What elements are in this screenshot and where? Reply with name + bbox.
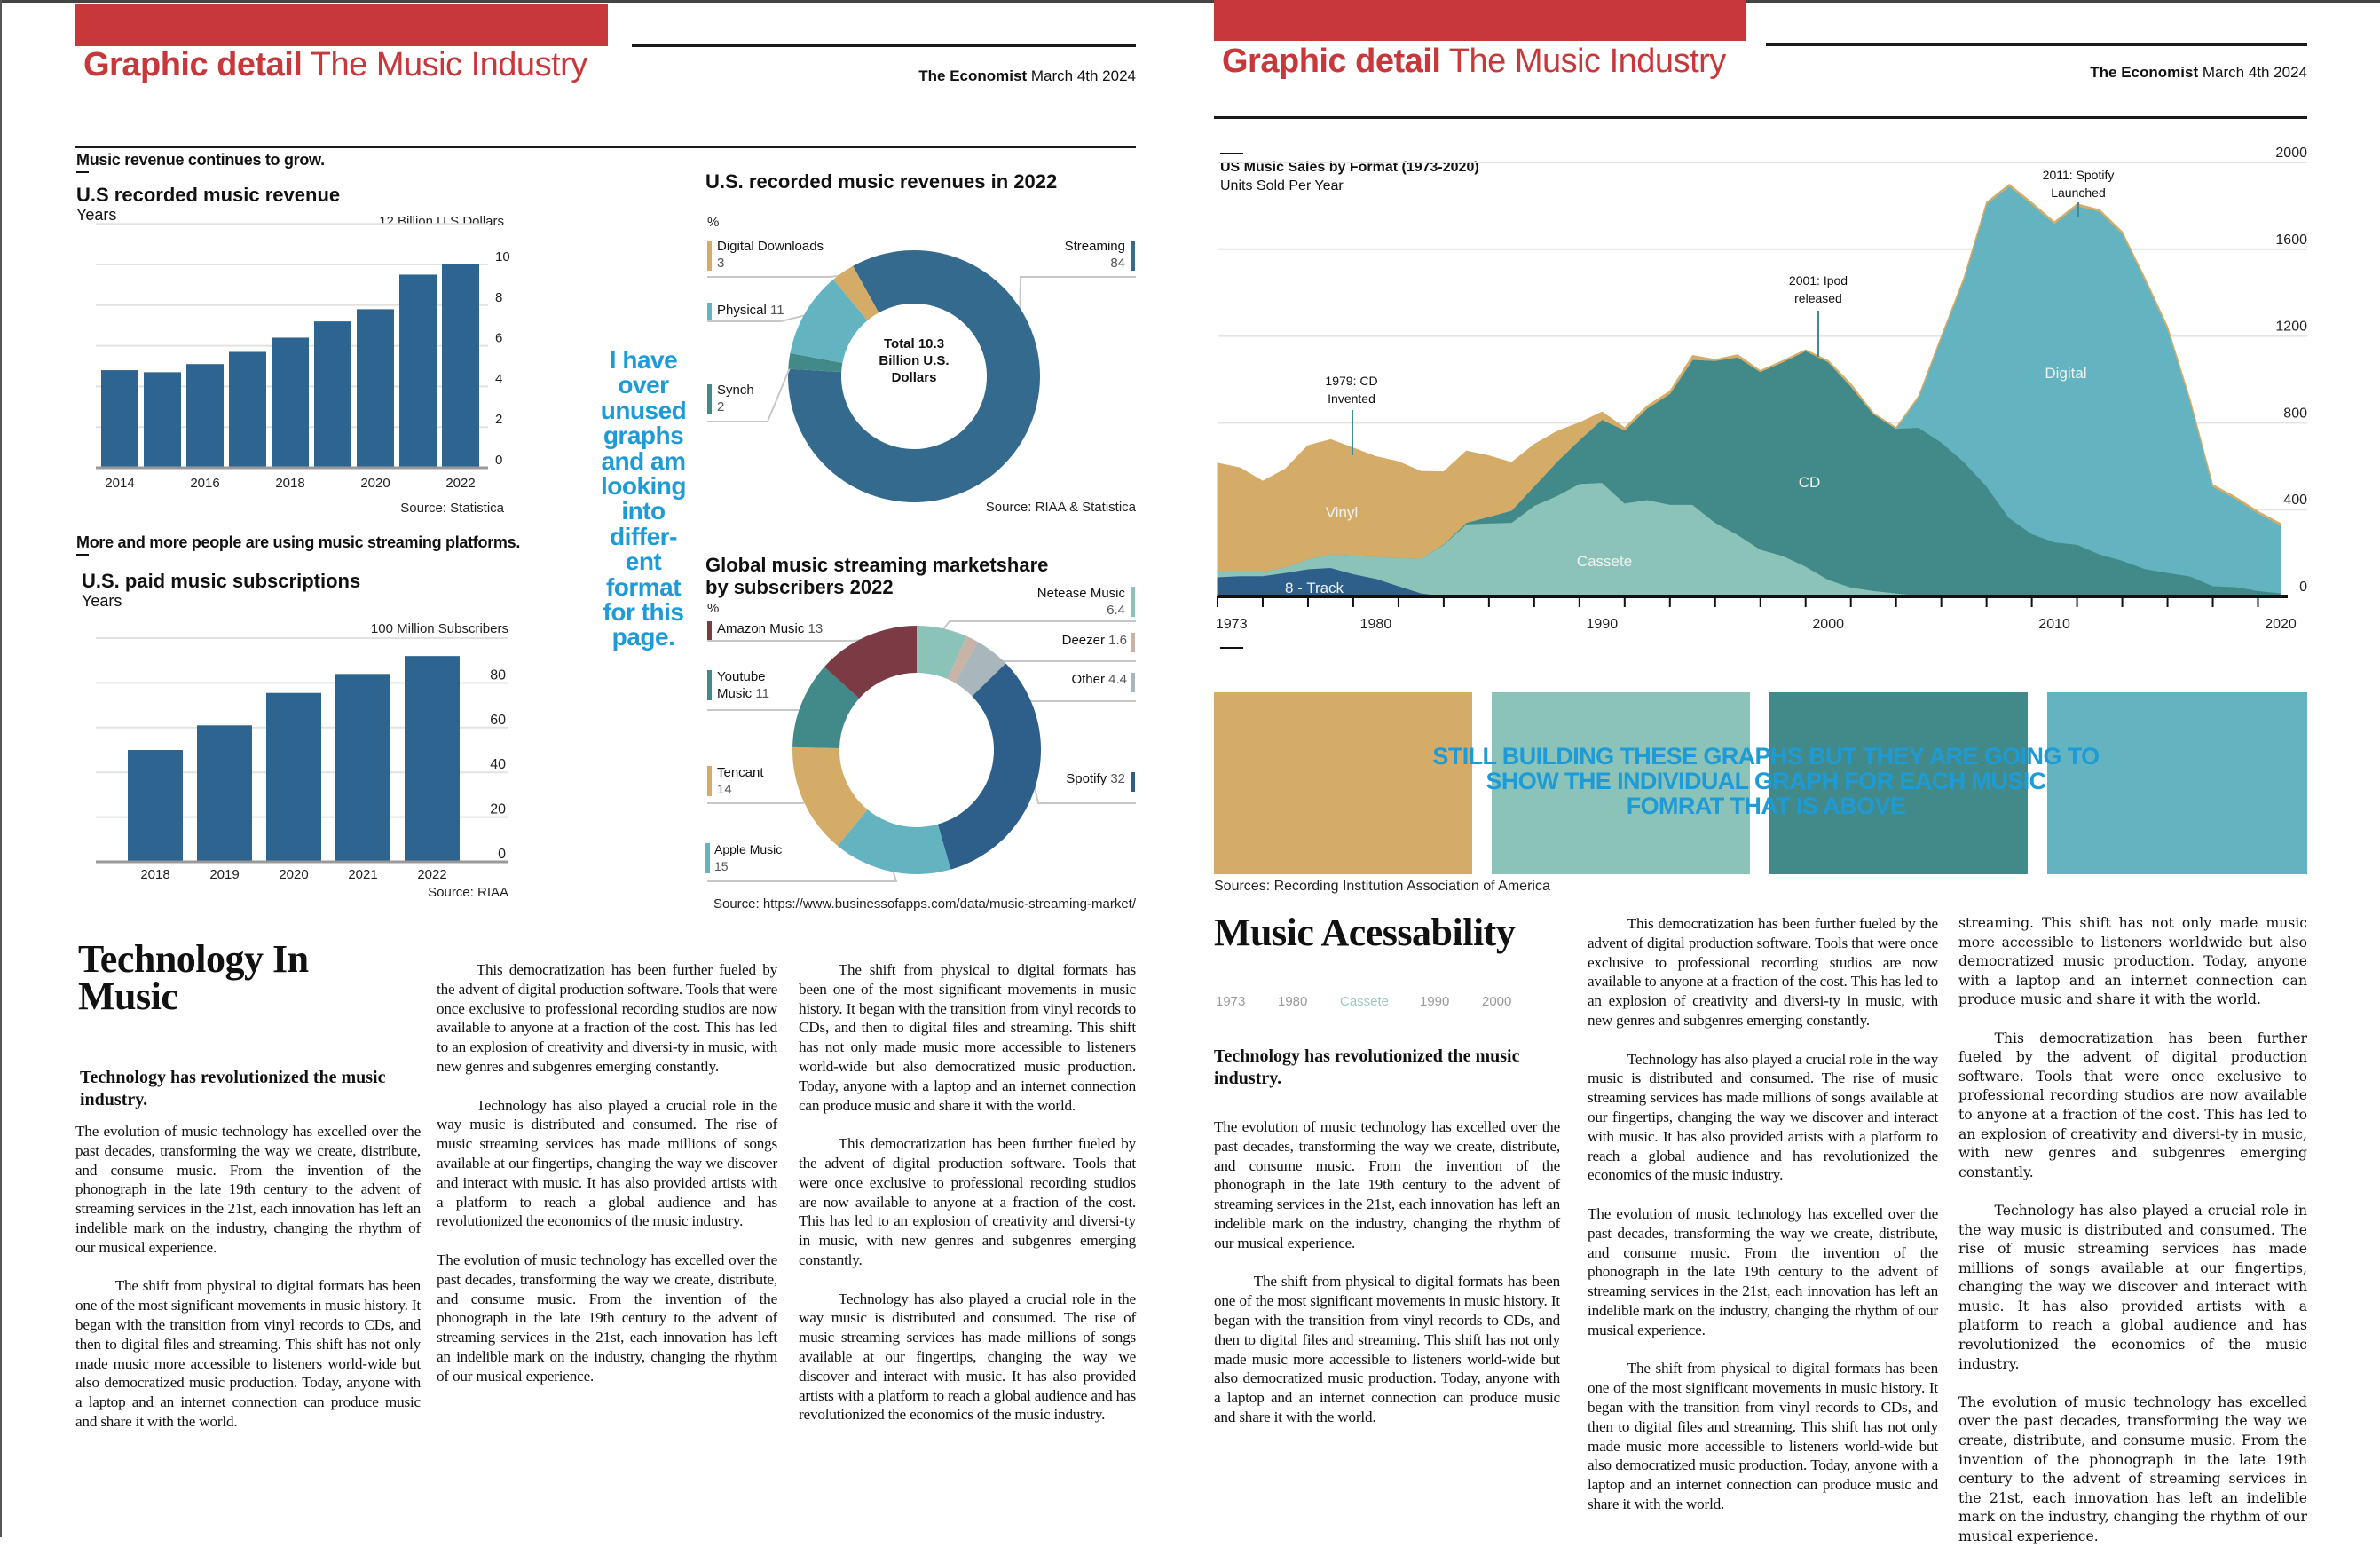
x-tick-label: 1980 [1359,617,1392,632]
label-netease-music: Netease Music 6.4 [1036,586,1125,618]
paragraph: The shift from physical to digital formats has been one of the most significant movements in music history. It began with the transition from vinyl records to CDs, and then to digital files and streaming. This shift has not only made music more accessible to listeners world-wide but also democratized music production. Today, anyone with a laptop and an internet connection can produce music and share it with the world. [75,1277,421,1430]
y-tick-label: 10 [495,249,510,264]
note-line: differ- [610,522,677,550]
y-tick-label: 8 [495,289,503,305]
paragraph: The shift from physical to digital formats has been one of the most significant movements in music history. It began with the transition from vinyl records to CDs, and then to digital files and streaming. This shift has not only made music more accessible to listeners world-wide but also democratized music production. Today, anyone with a laptop and an internet connection can produce music and share it with the world. [799,961,1136,1114]
paragraph: This democratization has been further fueled by the advent of digital production software. Tools that were once exclusive to professional recording studios are now available to anyone at a fraction of the cost. This has led to an explosion of creativity and diversi-ty in music, with new genres and subgenres emerging constantly. [1588,915,1938,1029]
y-tick-label: 400 [2283,493,2307,509]
note-line: format [605,572,682,601]
x-tick-label: 2022 [445,476,476,491]
title-text: The Music Industry [1448,43,1726,80]
paragraph: The evolution of music technology has excelled over the past decades, transforming the way we create, distribute, and consume music. From the invention of the phonograph in the late 19th century to the advent of streaming services in the 21st, each innovation has left an indelible mark on the industry, changing the rhythm of our musical experience. [1214,1118,1560,1251]
x-tick-label: 1973 [1216,617,1248,632]
ghost-label: 2000 [1482,994,1512,1009]
title-line: by subscribers 2022 [705,576,894,598]
y-tick-label: 60 [490,712,506,728]
y-tick-label: 800 [2283,406,2307,422]
x-tick-label: 2000 [1812,617,1845,632]
paragraph: streaming. This shift has not only made music more accessible to listeners worldwide but also democratized music production. Today, anyone with a laptop and an internet connection can produce music and share it with the world. [1958,915,2307,1008]
leader-line [707,640,868,641]
paragraph: This democratization has been further fueled by the advent of digital production software. Tools that were once exclusive to professional recording studios are now available to anyone at a fraction of the cost. This has led to an explosion of creativity and diversi-ty in music, with new genres and subgenres emerging constantly. [437,961,777,1075]
area-chart-subtitle: Units Sold Per Year [1220,178,1344,193]
leader-line [707,868,896,881]
label-physical: Physical 11 [717,303,784,318]
section-name: Graphic detail [1222,43,1441,80]
x-tick-label: 2014 [105,476,135,491]
revenue-chart-unit: 12 Billion U.S Dollars [379,214,504,229]
y-tick-label: 4 [495,371,503,387]
label-other: Other 4.4 [1071,672,1127,687]
series-label-vinyl: Vinyl [1325,504,1359,521]
y-tick-label: 6 [495,330,503,346]
paragraph: Technology has also played a crucial role in the way music is distributed and consumed. The rise of music streaming services has made millions of songs available at our fingertips, changing the way we discover and interact with music. It has also provided artists with a platform to reach a global audience and has revolutionized the economics of the music industry. [1588,1050,1938,1184]
bar-2016 [186,364,224,468]
revenue-donut-title: U.S. recorded music revenues in 2022 [705,170,1058,193]
note-line: and am [601,446,686,475]
publication-name: The Economist [918,67,1028,84]
series-label-cd: CD [1798,474,1821,491]
leader-line [1033,781,1136,803]
paragraph: The shift from physical to digital formats has been one of the most significant movements in music history. It began with the transition from vinyl records to CDs, and then to digital files and streaming. This shift has not only made music more accessible to listeners world-wide but also democratized music production. Today, anyone with a laptop and an internet connection can produce music and share it with the world. [1588,1360,1938,1512]
center-line: Billion U.S. [879,353,950,368]
subs-chart-unit: 100 Million Subscribers [370,621,508,636]
x-tick-label: 2010 [2038,617,2070,632]
paragraph: The evolution of music technology has excelled over the past decades, transforming the way we create, distribute, and consume music. From the invention of the phonograph in the late 19th century to the advent of streaming services in the 21st, each innovation has left an indelible mark on the industry, changing the rhythm of our musical experience. [437,1251,777,1385]
paragraph: Technology has also played a crucial role in the way music is distributed and consumed. The rise of music streaming services has made millions of songs available at our fingertips, changing the way we discover and interact with music. It has also provided artists with a platform to reach a global audience and has revolutionized the economics of the music industry. [437,1096,777,1230]
title-line: Global music streaming marketshare [705,554,1049,576]
x-tick-label: 2016 [190,476,220,491]
annotation-cd-invented: 1979: CD Invented [1325,374,1378,406]
label-amazon-music: Amazon Music 13 [717,621,824,636]
y-tick-label: 0 [2299,580,2307,595]
paragraph: This democratization has been further fueled by the advent of digital production software. Tools that were once exclusive to professional recording studios are now available to anyone at a fraction of the cost. This has led to an explosion of creativity and diversi-ty in music, with new genres and subgenres emerging constantly. [1958,1030,2307,1180]
revenue-donut-unit: % [707,215,720,230]
paragraph: This democratization has been further fueled by the advent of digital production software. Tools that were once exclusive to professional recording studios are now available to anyone at a fraction of the cost. This has led to an explosion of creativity and diversi-ty in music, with new genres and subgenres emerging constantly. [799,1135,1136,1268]
x-tick-label: 2020 [279,867,309,882]
y-tick-label: 20 [490,801,506,817]
revenue-kicker: Music revenue continues to grow. [76,151,325,169]
y-tick-label: 0 [498,847,506,862]
y-tick-label: 2000 [2275,146,2307,161]
bar-2020 [357,309,394,468]
bar-2021 [399,274,437,468]
x-tick-label: 2022 [417,867,447,882]
leader-line [707,314,808,321]
paragraph: The shift from physical to digital formats has been one of the most significant movements in music history. It began with the transition from vinyl records to CDs, and then to digital files and streaming. This shift has not only made music more accessible to listeners world-wide but also democratized music production. Today, anyone with a laptop and an internet connection can produce music and share it with the world. [1214,1273,1560,1425]
center-line: Dollars [891,370,937,385]
x-tick-label: 1990 [1586,617,1619,632]
ghost-label: 1973 [1216,994,1246,1009]
bar-2019 [197,725,252,862]
y-tick-label: 2 [495,412,503,428]
y-tick-label: 1600 [2275,232,2307,248]
x-tick-label: 2020 [2265,617,2297,632]
x-tick-label: 2020 [360,476,390,491]
revenue-chart-xlabel: Years [76,206,117,224]
leader-line [707,275,845,277]
y-tick-label: 40 [490,757,506,773]
note-line: for this [603,598,684,627]
x-tick-label: 2018 [275,476,305,491]
y-tick-label: 0 [495,453,503,468]
label-tencent: Tencant 14 [717,765,764,797]
slice-spotify [938,663,1041,869]
streaming-donut-source: Source: https://www.businessofapps.com/data/music-streaming-market/ [713,896,1136,912]
article-subheading: Technology has revolutionized the music industry. [1214,1046,1520,1088]
label-deezer: Deezer 1.6 [1061,633,1127,648]
leader-line [707,706,805,710]
title-text: The Music Industry [310,46,587,83]
paragraph: The evolution of music technology has excelled over the past decades, transforming the way we create, distribute, and consume music. From the invention of the phonograph in the late 19th century to the advent of streaming services in the 21st, each innovation has left an indelible mark on the industry, changing the rhythm of our musical experience. [1588,1204,1938,1338]
x-tick-label: 2018 [140,867,170,882]
paragraph: The evolution of music technology has excelled over the past decades, transforming the way we create, distribute, and consume music. From the invention of the phonograph in the late 19th century to the advent of streaming services in the 21st, each innovation has left an indelible mark on the industry, changing the rhythm of our musical experience. [75,1123,421,1256]
series-label-eight_track: 8 - Track [1284,580,1344,596]
publication-date: March 4th 2024 [1030,67,1136,84]
bar-2022 [442,264,479,468]
leader-line [707,801,807,803]
ghost-label: 1980 [1278,994,1308,1009]
label-synch: Synch 2 [717,383,754,414]
label-streaming: Streaming 84 [1064,239,1125,271]
bar-2014 [101,370,138,468]
note-line: looking [600,472,687,501]
label-youtube-music: Youtube Music 11 [717,669,769,701]
revenue-donut-source: Source: RIAA & Statistica [985,500,1136,515]
placeholder-note: STILL BUILDING THESE GRAPHS BUT THEY ARE GOING TO SHOW THE INDIVIDUAL GRAPH FOR EACH MUSIC FOMRAT THAT IS ABOVE [1432,743,2100,819]
section-name: Graphic detail [83,46,303,83]
x-tick-label: 2019 [209,867,240,882]
bar-2019 [314,321,351,468]
x-tick-label: 2021 [348,867,378,882]
paragraph: Technology has also played a crucial role in the way music is distributed and consumed. The rise of music streaming services has made millions of songs available at our fingertips, changing the way we discover and interact with music. It has also provided artists with a platform to reach a global audience and has revolutionized the economics of the music industry. [799,1290,1136,1424]
bar-2020 [266,693,321,862]
paragraph: Technology has also played a crucial role in the way music is distributed and consumed. The rise of music streaming services has made millions of songs available at our fingertips, changing the way we discover and interact with music. It has also provided artists with a platform to reach a global audience and has revolutionized the economics of the music industry. [1958,1202,2307,1372]
subs-kicker: More and more people are using music streaming platforms. [76,533,521,551]
note-line: page. [611,623,675,651]
annotation-spotify-launched: 2011: Spotify Launched [2042,168,2115,200]
paragraph: The evolution of music technology has excelled over the past decades, transforming the way we create, distribute, and consume music. From the invention of the phonograph in the late 19th century to the advent of streaming services in the 21st, each innovation has left an indelible mark on the industry, changing the rhythm of our musical experience. [1958,1393,2307,1544]
leader-line [707,361,792,422]
subs-chart-xlabel: Years [82,592,122,610]
bar-2018 [272,337,309,468]
leader-line [942,621,1136,632]
area-chart-title: US Music Sales by Format (1973-2020) [1220,160,1479,175]
series-label-cassette: Cassete [1576,553,1633,570]
label-digital-downloads: Digital Downloads 3 [717,239,824,271]
heading-line: Music [78,975,178,1018]
label-apple-music: Apple Music 15 [714,842,783,873]
note-line: ent [625,548,662,576]
series-label-digital: Digital [2045,365,2087,382]
publication-name: The Economist [2090,64,2199,81]
subs-chart-source: Source: RIAA [428,885,508,900]
note-line: over [618,371,669,399]
note-line: I have [609,346,678,374]
center-line: Total 10.3 [883,336,945,351]
note-line: graphs [603,422,684,450]
bar-2018 [128,750,183,862]
bar-2015 [144,372,181,468]
label-spotify: Spotify 32 [1066,771,1125,786]
bar-2021 [335,674,390,862]
y-tick-label: 80 [490,667,506,683]
heading-line: Technology In [78,937,309,981]
area-chart-source: Sources: Recording Institution Association of America [1214,879,1550,894]
note-line: unused [600,396,687,424]
revenue-chart-source: Source: Statistica [400,501,504,516]
bar-2017 [229,351,266,468]
ghost-label: Cassete [1340,994,1390,1009]
subs-chart-title: U.S. paid music subscriptions [82,570,361,592]
revenue-chart-title: U.S recorded music revenue [76,184,341,206]
y-tick-label: 1200 [2275,319,2307,335]
bar-2022 [405,656,460,862]
article-subheading: Technology has revolutionized the music industry. [80,1068,386,1109]
publication-date: March 4th 2024 [2202,64,2307,81]
note-line: into [621,497,666,525]
ghost-label: 1990 [1420,994,1450,1009]
streaming-donut-unit: % [707,601,720,616]
article-heading: Music Acessability [1214,911,1516,954]
annotation-ipod-released: 2001: Ipod released [1788,273,1848,305]
